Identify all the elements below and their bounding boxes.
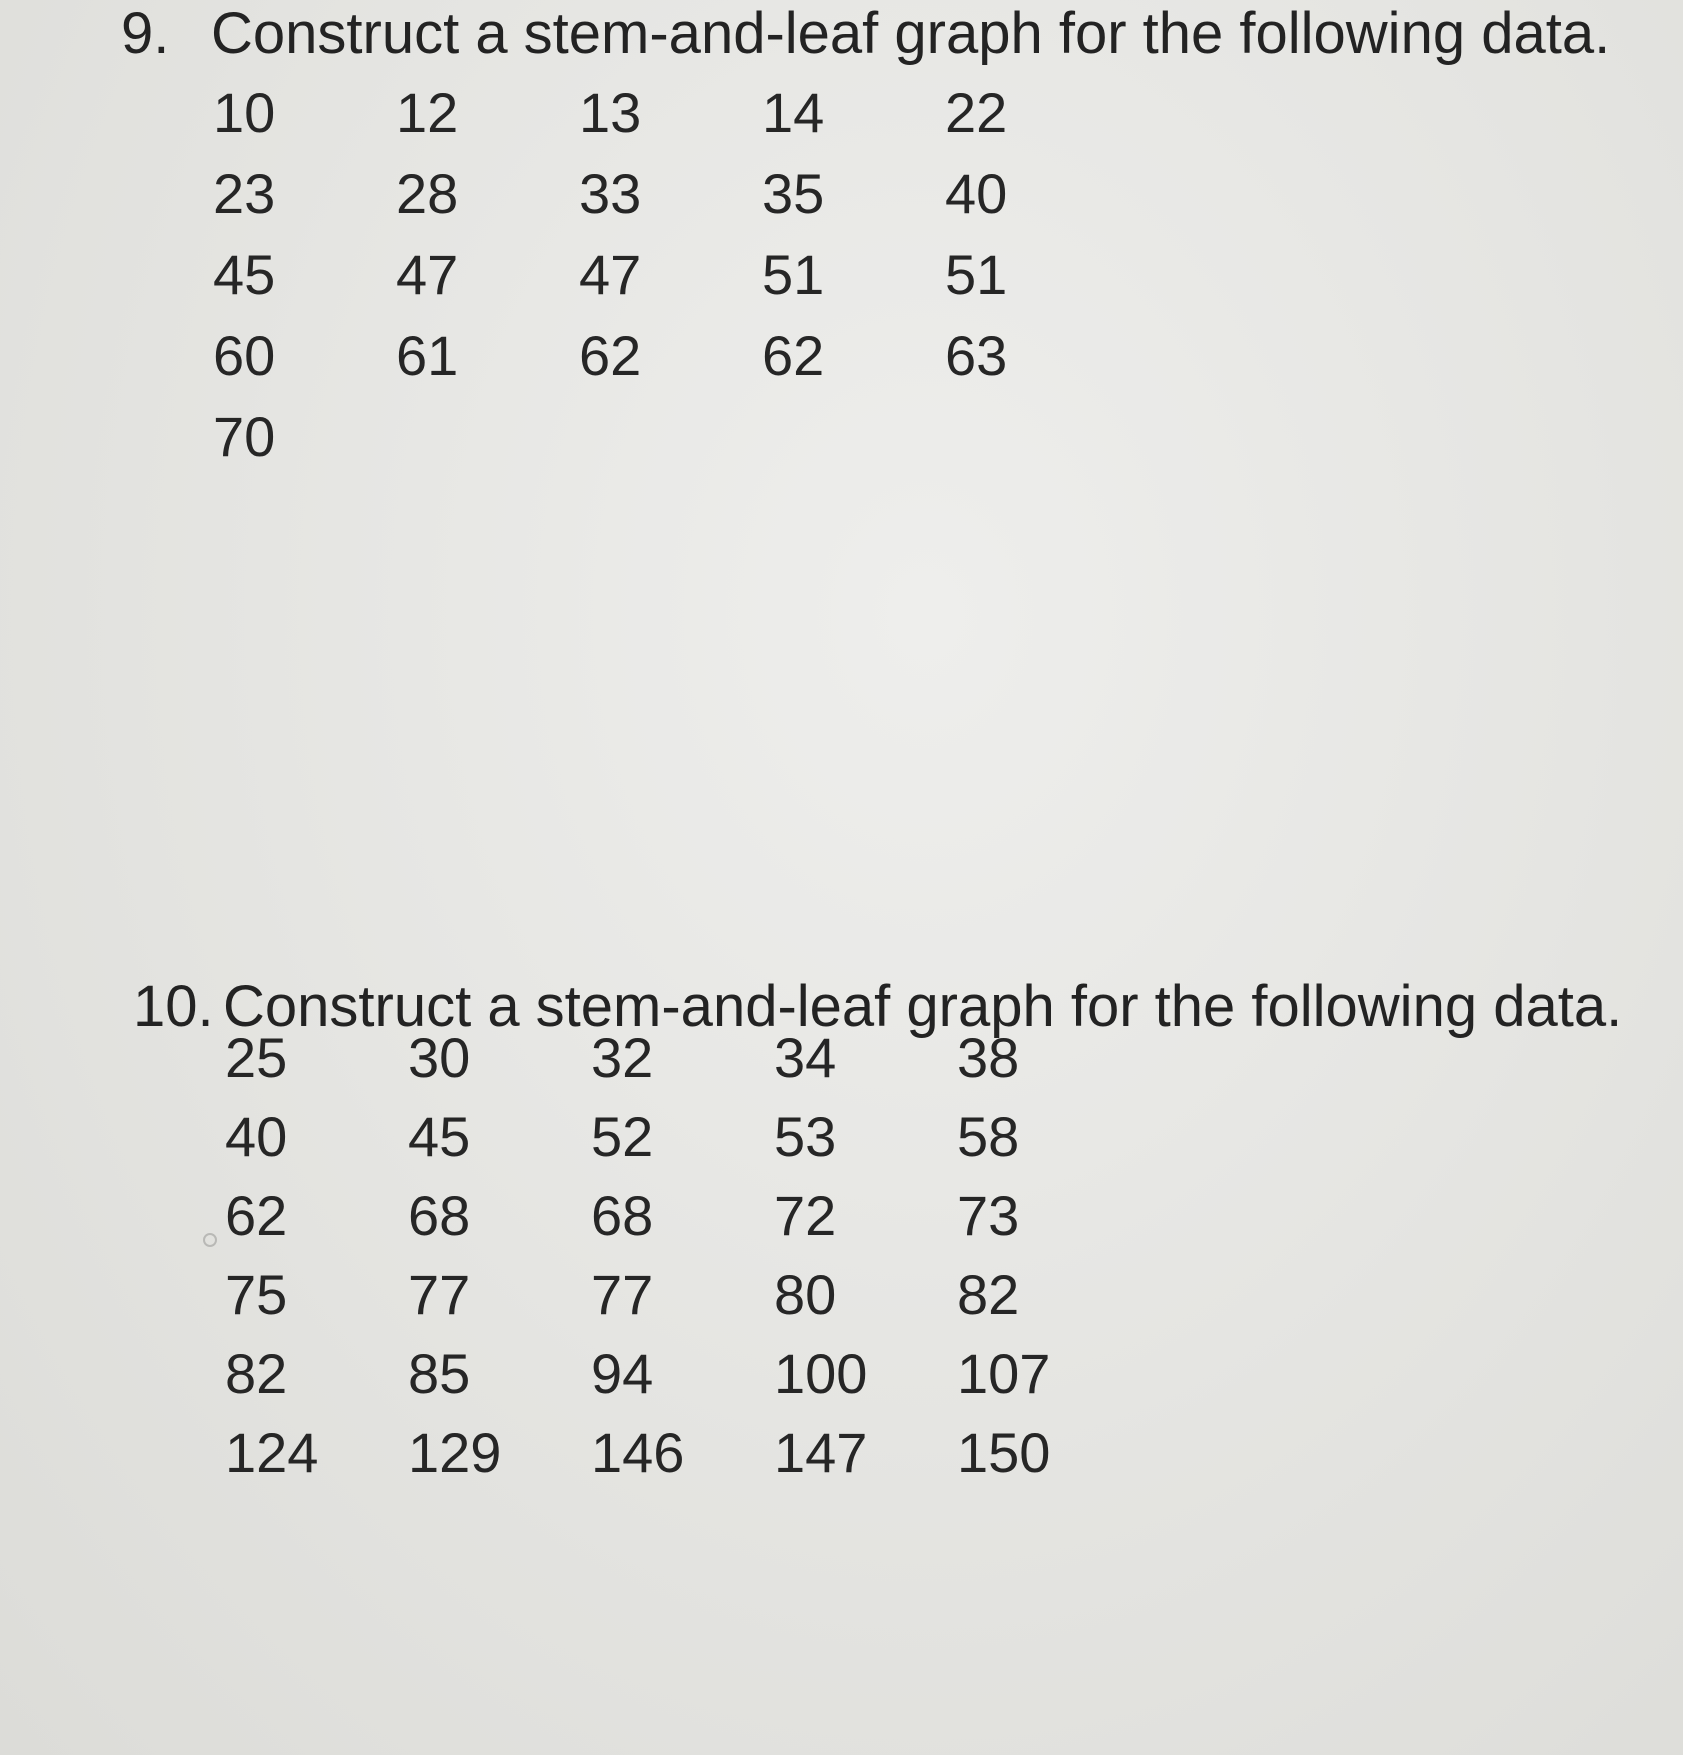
- data-value: 147: [774, 1421, 868, 1484]
- data-value: 77: [591, 1263, 654, 1326]
- data-value: 61: [396, 324, 459, 387]
- data-value: 107: [957, 1342, 1051, 1405]
- data-value: 47: [396, 243, 459, 306]
- data-value: 23: [213, 162, 276, 225]
- data-value: 72: [774, 1184, 837, 1247]
- data-value: 77: [408, 1263, 471, 1326]
- data-value: 53: [774, 1105, 837, 1168]
- data-value: 146: [591, 1421, 685, 1484]
- data-value: 82: [957, 1263, 1020, 1326]
- problem-9-number: 9.: [121, 1, 170, 66]
- data-value: 45: [408, 1105, 471, 1168]
- data-value: 35: [762, 162, 825, 225]
- pen-mark: [203, 1233, 217, 1247]
- data-value: 30: [408, 1026, 471, 1089]
- data-value: 82: [225, 1342, 288, 1405]
- data-value: 100: [774, 1342, 868, 1405]
- data-value: 13: [579, 81, 642, 144]
- data-value: 80: [774, 1263, 837, 1326]
- data-value: 10: [213, 81, 276, 144]
- data-value: 51: [762, 243, 825, 306]
- data-value: 124: [225, 1421, 319, 1484]
- data-value: 60: [213, 324, 276, 387]
- data-value: 25: [225, 1026, 288, 1089]
- data-value: 32: [591, 1026, 654, 1089]
- problem-9-text: Construct a stem-and-leaf graph for the following data.: [211, 1, 1611, 66]
- data-value: 150: [957, 1421, 1051, 1484]
- problem-9-data-grid: [213, 72, 1128, 477]
- data-value: 129: [408, 1421, 502, 1484]
- data-value: 62: [762, 324, 825, 387]
- problem-10-number: 10.: [133, 974, 214, 1039]
- data-value: 40: [225, 1105, 288, 1168]
- data-value: 68: [591, 1184, 654, 1247]
- data-value: 12: [396, 81, 459, 144]
- data-value: 51: [945, 243, 1008, 306]
- data-value: 75: [225, 1263, 288, 1326]
- data-value: 58: [957, 1105, 1020, 1168]
- data-value: 52: [591, 1105, 654, 1168]
- data-value: 85: [408, 1342, 471, 1405]
- data-value: 68: [408, 1184, 471, 1247]
- data-value: 22: [945, 81, 1008, 144]
- problem-10-text: Construct a stem-and-leaf graph for the following data.: [223, 974, 1623, 1039]
- data-value: 38: [957, 1026, 1020, 1089]
- problem-10-data-grid: [225, 1018, 1140, 1492]
- data-value: 40: [945, 162, 1008, 225]
- data-value: 73: [957, 1184, 1020, 1247]
- data-value: 33: [579, 162, 642, 225]
- data-value: 62: [225, 1184, 288, 1247]
- data-value: 63: [945, 324, 1008, 387]
- problem-9-prompt: [121, 2, 1610, 66]
- data-value: 34: [774, 1026, 837, 1089]
- data-value: 70: [213, 405, 276, 468]
- data-value: 28: [396, 162, 459, 225]
- data-value: 45: [213, 243, 276, 306]
- data-value: 47: [579, 243, 642, 306]
- data-value: 14: [762, 81, 825, 144]
- data-value: 94: [591, 1342, 654, 1405]
- data-value: 62: [579, 324, 642, 387]
